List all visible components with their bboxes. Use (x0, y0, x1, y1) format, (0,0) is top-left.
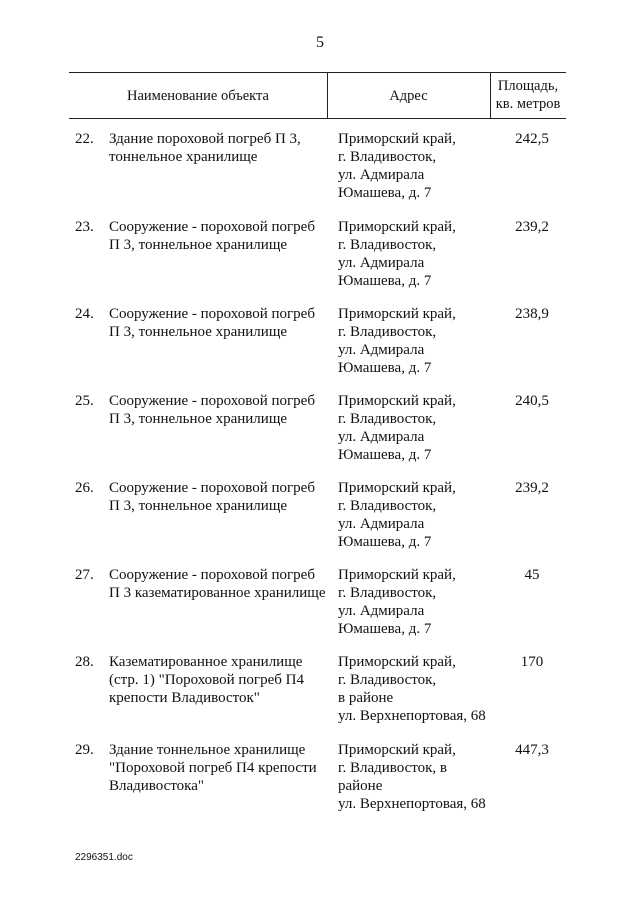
object-address-line: г. Владивосток, в (338, 760, 448, 776)
object-area: 239,2 (515, 219, 549, 235)
object-name (109, 130, 334, 166)
row-number: 24. (75, 306, 94, 322)
header-address: Адрес (389, 88, 428, 104)
object-address-line: районе (338, 778, 383, 794)
row-number: 28. (75, 654, 94, 670)
table-header-rule (69, 118, 566, 119)
object-name-line: П 3 казематированное хранилище (109, 585, 326, 601)
row-number: 25. (75, 393, 94, 409)
table-top-rule (69, 72, 566, 73)
footer-filename: 2296351.doc (75, 852, 133, 863)
object-area: 447,3 (515, 742, 549, 758)
object-area: 239,2 (515, 480, 549, 496)
object-address-line: Юмашева, д. 7 (338, 185, 432, 201)
object-address (338, 392, 508, 464)
object-address-line: ул. Адмирала (338, 429, 425, 445)
object-name-line: Владивостока" (109, 778, 205, 794)
header-area-line2: кв. метров (495, 96, 561, 112)
object-name (109, 566, 334, 602)
object-name-line: тоннельное хранилище (109, 149, 258, 165)
object-name-line: Сооружение - пороховой погреб (109, 567, 315, 583)
object-area: 170 (520, 654, 544, 670)
object-name-line: Сооружение - пороховой погреб (109, 306, 315, 322)
header-area (490, 77, 566, 113)
object-name (109, 741, 334, 795)
object-address (338, 653, 508, 725)
object-address-line: г. Владивосток, (338, 498, 437, 514)
object-name-line: Сооружение - пороховой погреб (109, 480, 315, 496)
object-address-line: Приморский край, (338, 567, 456, 583)
object-area: 238,9 (515, 306, 549, 322)
object-name (109, 305, 334, 341)
row-number: 27. (75, 567, 94, 583)
object-address-line: г. Владивосток, (338, 324, 437, 340)
object-address-line: ул. Адмирала (338, 516, 425, 532)
object-address (338, 305, 508, 377)
row-number: 22. (75, 131, 94, 147)
object-name-line: П 3, тоннельное хранилище (109, 498, 288, 514)
object-address (338, 566, 508, 638)
object-name (109, 218, 334, 254)
object-name-line: П 3, тоннельное хранилище (109, 411, 288, 427)
object-area: 240,5 (515, 393, 549, 409)
object-address-line: Приморский край, (338, 742, 456, 758)
object-name-line: Сооружение - пороховой погреб (109, 219, 315, 235)
row-number: 29. (75, 742, 94, 758)
page-number: 5 (316, 34, 324, 51)
object-address-line: ул. Адмирала (338, 255, 425, 271)
object-address-line: г. Владивосток, (338, 149, 437, 165)
object-name-line: Здание пороховой погреб П 3, (109, 131, 301, 147)
object-address-line: в районе (338, 690, 394, 706)
object-address-line: Приморский край, (338, 131, 456, 147)
object-address-line: г. Владивосток, (338, 237, 437, 253)
object-address (338, 218, 508, 290)
object-address-line: Приморский край, (338, 654, 456, 670)
object-name-line: (стр. 1) "Пороховой погреб П4 (109, 672, 304, 688)
object-address-line: Юмашева, д. 7 (338, 534, 432, 550)
object-address-line: Юмашева, д. 7 (338, 621, 432, 637)
header-area-line1: Площадь, (497, 78, 559, 94)
object-name (109, 653, 334, 707)
object-name (109, 479, 334, 515)
object-name-line: "Пороховой погреб П4 крепости (109, 760, 317, 776)
object-address-line: Приморский край, (338, 393, 456, 409)
object-address-line: Приморский край, (338, 306, 456, 322)
object-address-line: ул. Адмирала (338, 167, 425, 183)
object-address (338, 741, 508, 813)
object-address-line: г. Владивосток, (338, 411, 437, 427)
object-address-line: Юмашева, д. 7 (338, 360, 432, 376)
object-address-line: ул. Верхнепортовая, 68 (338, 796, 486, 812)
object-address-line: ул. Верхнепортовая, 68 (338, 708, 486, 724)
object-name-line: крепости Владивосток" (109, 690, 260, 706)
object-address (338, 479, 508, 551)
object-area: 242,5 (515, 131, 549, 147)
object-address-line: ул. Адмирала (338, 603, 425, 619)
object-address-line: Юмашева, д. 7 (338, 447, 432, 463)
object-name (109, 392, 334, 428)
row-number: 26. (75, 480, 94, 496)
object-address-line: г. Владивосток, (338, 585, 437, 601)
object-name-line: Казематированное хранилище (109, 654, 303, 670)
object-address (338, 130, 508, 202)
object-name-line: П 3, тоннельное хранилище (109, 324, 288, 340)
object-address-line: Приморский край, (338, 480, 456, 496)
object-address-line: ул. Адмирала (338, 342, 425, 358)
object-name-line: Здание тоннельное хранилище (109, 742, 306, 758)
object-address-line: Юмашева, д. 7 (338, 273, 432, 289)
object-address-line: г. Владивосток, (338, 672, 437, 688)
row-number: 23. (75, 219, 94, 235)
object-name-line: П 3, тоннельное хранилище (109, 237, 288, 253)
object-name-line: Сооружение - пороховой погреб (109, 393, 315, 409)
header-name: Наименование объекта (127, 88, 269, 104)
object-area: 45 (524, 567, 540, 583)
object-address-line: Приморский край, (338, 219, 456, 235)
